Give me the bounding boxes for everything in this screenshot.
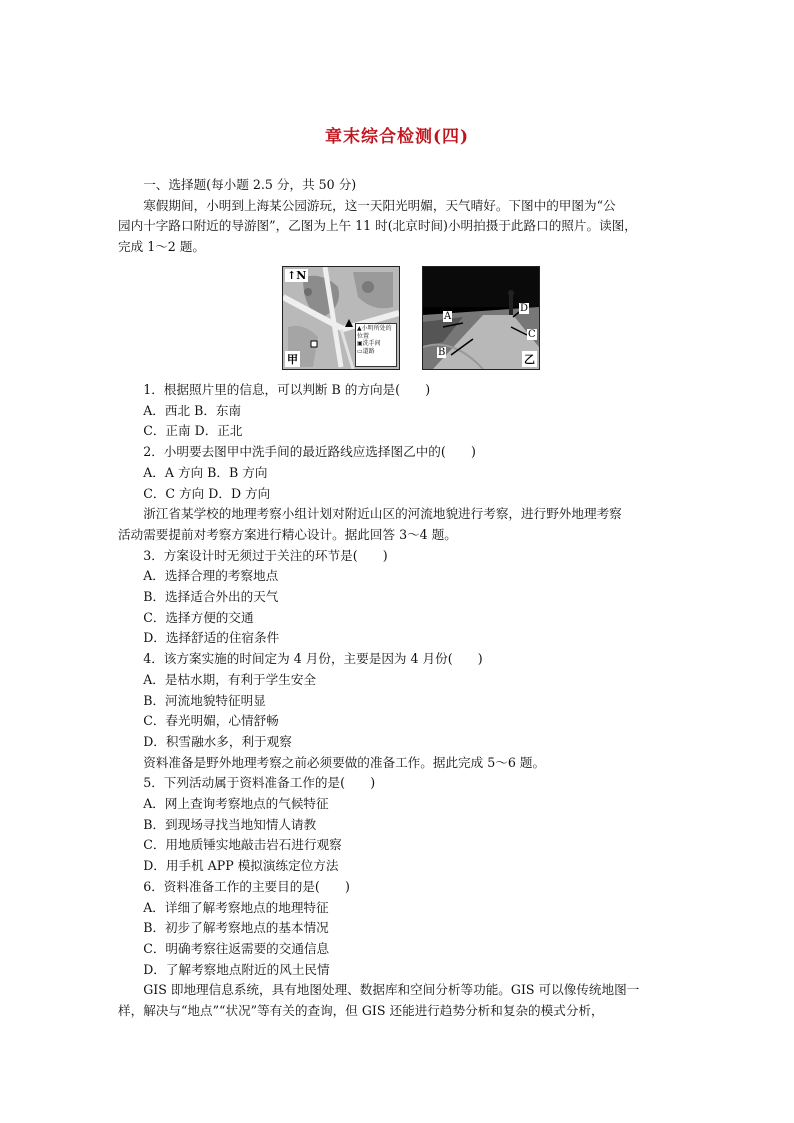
question-line: A．详细了解考察地点的地理特征 (143, 899, 329, 915)
question-line: D．积雪融水多，利于观察 (143, 733, 292, 749)
paragraph-line: 完成 1～2 题。 (118, 239, 206, 255)
question-line: 活动需要提前对考察方案进行精心设计。据此回答 3～4 题。 (118, 526, 457, 542)
figure-label-jia: 甲 (287, 353, 298, 366)
question-line: GIS 即地理信息系统，具有地图处理、数据库和空间分析等功能。GIS 可以像传统地图一 (143, 982, 640, 998)
question-line: D．了解考察地点附近的风土民情 (143, 961, 330, 977)
paragraph-line: 寒假期间，小明到上海某公园游玩，这一天阳光明媚，天气晴好。下图中的甲图为“公 (143, 197, 616, 213)
question-line: 4．该方案实施的时间定为 4 月份，主要是因为 4 月份( ) (143, 651, 483, 667)
question-line: C．C 方向 D．D 方向 (143, 485, 271, 501)
question-line: C．春光明媚，心情舒畅 (143, 713, 279, 729)
question-list (118, 380, 688, 1022)
question-line: 样，解决与“地点”“状况”等有关的查询，但 GIS 还能进行趋势分析和复杂的模式分析， (118, 1003, 604, 1019)
north-indicator: ↑N (287, 269, 307, 282)
figure-intersection-photo (422, 266, 540, 370)
question-line: 3．方案设计时无须过于关注的环节是( ) (143, 547, 388, 563)
question-line: B．初步了解考察地点的基本情况 (143, 920, 329, 936)
marker-a: A (444, 311, 452, 322)
question-line: D．用手机 APP 模拟演练定位方法 (143, 858, 339, 874)
question-line: A．A 方向 B．B 方向 (143, 464, 268, 480)
paragraph-line: 园内十字路口附近的导游图”，乙图为上午 11 时(北京时间)小明拍摄于此路口的照片。读图， (118, 218, 637, 234)
question-line: B．河流地貌特征明显 (143, 692, 266, 708)
question-line: C．用地质锤实地敲击岩石进行观察 (143, 837, 342, 853)
question-line: D．选择舒适的住宿条件 (143, 630, 280, 646)
question-line: 1．根据照片里的信息，可以判断 B 的方向是( ) (143, 382, 431, 397)
question-line: 浙江省某学校的地理考察小组计划对附近山区的河流地貌进行考察，进行野外地理考察 (143, 506, 622, 522)
map-legend (355, 323, 397, 367)
legend-position: ▲小明所处的位置 (357, 325, 392, 340)
intro-text (118, 175, 688, 258)
question-line: A．选择合理的考察地点 (143, 568, 279, 584)
question-line: B．到现场寻找当地知情人请教 (143, 816, 317, 832)
figure-park-map (282, 266, 400, 370)
marker-d: D (520, 303, 529, 314)
question-line: 5．下列活动属于资料准备工作的是( ) (143, 775, 376, 791)
legend-road: ▭道路 (357, 347, 375, 355)
question-line: C．正南 D．正北 (143, 423, 243, 439)
marker-c: C (528, 329, 536, 340)
legend-restroom: ▣洗手间 (357, 340, 381, 347)
question-line: 资料准备是野外地理考察之前必须要做的准备工作。据此完成 5～6 题。 (143, 754, 546, 770)
question-line: A．网上查询考察地点的气候特征 (143, 796, 329, 812)
question-line: B．选择适合外出的天气 (143, 589, 279, 605)
question-line: C．明确考察往返需要的交通信息 (143, 940, 330, 956)
section-heading: 一、选择题(每小题 2.5 分，共 50 分) (143, 177, 357, 192)
question-line: A．西北 B．东南 (143, 402, 242, 418)
marker-b: B (438, 347, 446, 358)
question-line: C．选择方便的交通 (143, 609, 254, 625)
figure-label-yi: 乙 (524, 353, 535, 366)
question-line: 6．资料准备工作的主要目的是( ) (143, 878, 350, 894)
page-title: 章末综合检测(四) (324, 127, 470, 147)
question-line: A．是枯水期，有利于学生安全 (143, 671, 317, 687)
question-line: 2．小明要去图甲中洗手间的最近路线应选择图乙中的( ) (143, 444, 476, 460)
